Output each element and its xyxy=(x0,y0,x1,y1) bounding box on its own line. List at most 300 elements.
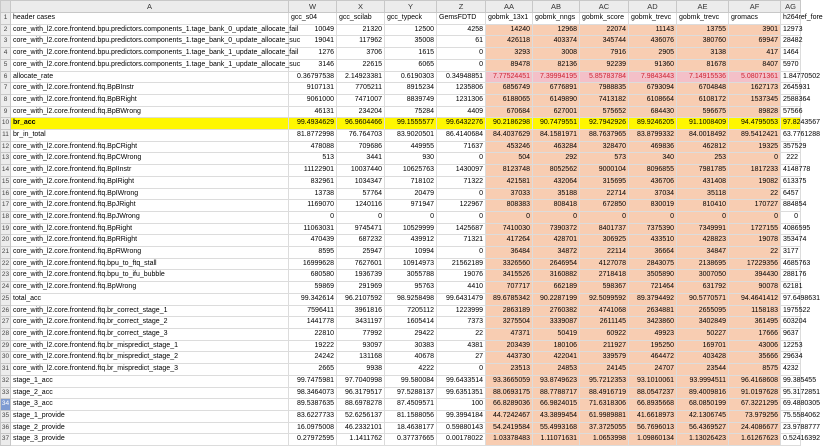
cell-ac[interactable]: 92.5099592 xyxy=(580,293,629,305)
cell-aa[interactable]: 8123748 xyxy=(486,165,533,177)
cell-ae[interactable]: 428823 xyxy=(677,235,729,247)
cell-a[interactable]: core_with_l2.core.frontend.ftq.BpJRight xyxy=(11,200,289,212)
cell-a[interactable]: core_with_l2.core.frontend.ftq.BpBWrong xyxy=(11,106,289,118)
cell-af[interactable]: 8575 xyxy=(729,364,781,376)
cell-y[interactable]: 99.580084 xyxy=(385,375,437,387)
cell-x[interactable]: 7471007 xyxy=(337,94,385,106)
cell-x[interactable]: 52.6256137 xyxy=(337,410,385,422)
cell-ag[interactable]: 75.5584062 xyxy=(781,410,801,422)
cell-aa[interactable]: 7410030 xyxy=(486,223,533,235)
cell-ae[interactable]: 2655095 xyxy=(677,305,729,317)
cell-ad[interactable]: 89.3794492 xyxy=(629,293,677,305)
cell-z[interactable]: 99.6431479 xyxy=(437,293,486,305)
cell-a[interactable]: stage_1_provide xyxy=(11,410,289,422)
cell-z[interactable]: 1223999 xyxy=(437,305,486,317)
cell-ag[interactable]: 57566 xyxy=(781,106,801,118)
cell-af[interactable]: gromacs xyxy=(729,13,781,25)
column-header-a[interactable]: A xyxy=(11,1,289,13)
cell-ag[interactable]: 62181 xyxy=(781,282,801,294)
row-number[interactable]: 27 xyxy=(1,317,11,329)
cell-ac[interactable]: 24145 xyxy=(580,364,629,376)
cell-a[interactable]: core_with_l2.core.frontend.ftq.BpRRight xyxy=(11,235,289,247)
cell-ab[interactable]: 6149890 xyxy=(533,94,580,106)
cell-ac[interactable]: 60922 xyxy=(580,328,629,340)
cell-ac[interactable]: 575652 xyxy=(580,106,629,118)
cell-ag[interactable]: 0.52416392 xyxy=(781,434,801,446)
select-all-corner[interactable] xyxy=(1,1,11,13)
cell-w[interactable]: 11122901 xyxy=(289,165,337,177)
cell-y[interactable]: 8915234 xyxy=(385,83,437,95)
cell-ab[interactable]: 34872 xyxy=(533,247,580,259)
cell-af[interactable]: 91.0197628 xyxy=(729,387,781,399)
cell-w[interactable]: 0 xyxy=(289,211,337,223)
row-number[interactable]: 37 xyxy=(1,434,11,446)
cell-ab[interactable]: 2760382 xyxy=(533,305,580,317)
cell-x[interactable]: 96.2107592 xyxy=(337,293,385,305)
cell-aa[interactable]: 84.4037629 xyxy=(486,130,533,142)
cell-a[interactable]: core_with_l2.core.frontend.ftq.BpRight xyxy=(11,223,289,235)
cell-x[interactable]: 0 xyxy=(337,211,385,223)
cell-af[interactable]: 90078 xyxy=(729,282,781,294)
cell-af[interactable]: 170727 xyxy=(729,200,781,212)
cell-w[interactable]: 59869 xyxy=(289,282,337,294)
cell-z[interactable]: 0 xyxy=(437,48,486,60)
cell-ad[interactable]: 89.9246205 xyxy=(629,118,677,130)
cell-af[interactable]: 22 xyxy=(729,188,781,200)
cell-ab[interactable]: 82136 xyxy=(533,59,580,71)
cell-ag[interactable]: 4148778 xyxy=(781,165,801,177)
cell-x[interactable]: 1034347 xyxy=(337,176,385,188)
cell-ag[interactable]: 288176 xyxy=(781,270,801,282)
cell-ad[interactable]: 91360 xyxy=(629,59,677,71)
cell-ad[interactable]: 24707 xyxy=(629,364,677,376)
cell-af[interactable]: 94.4641412 xyxy=(729,293,781,305)
cell-z[interactable]: 0 xyxy=(437,153,486,165)
cell-ae[interactable]: 3007050 xyxy=(677,270,729,282)
cell-z[interactable]: 99.6432276 xyxy=(437,118,486,130)
cell-af[interactable]: 1727155 xyxy=(729,223,781,235)
cell-w[interactable]: 478088 xyxy=(289,141,337,153)
cell-ae[interactable]: 0 xyxy=(677,211,729,223)
cell-af[interactable]: 8407 xyxy=(729,59,781,71)
cell-ae[interactable]: 42.1306745 xyxy=(677,410,729,422)
cell-ac[interactable]: 95.7212353 xyxy=(580,375,629,387)
cell-ad[interactable]: 830019 xyxy=(629,200,677,212)
cell-ab[interactable]: 180106 xyxy=(533,340,580,352)
cell-ae[interactable]: 34847 xyxy=(677,247,729,259)
cell-a[interactable]: header cases xyxy=(11,13,289,25)
cell-a[interactable]: allocate_rate xyxy=(11,71,289,83)
column-header-ac[interactable]: AC xyxy=(580,1,629,13)
cell-ae[interactable]: 462812 xyxy=(677,141,729,153)
cell-x[interactable]: 88.6978278 xyxy=(337,399,385,411)
cell-ad[interactable]: 340 xyxy=(629,153,677,165)
cell-ad[interactable]: 37034 xyxy=(629,188,677,200)
row-number[interactable]: 24 xyxy=(1,282,11,294)
cell-aa[interactable]: 66.8289036 xyxy=(486,399,533,411)
cell-z[interactable]: 7373 xyxy=(437,317,486,329)
cell-ac[interactable]: 5.85783784 xyxy=(580,71,629,83)
cell-af[interactable]: 73.979256 xyxy=(729,410,781,422)
row-number[interactable]: 23 xyxy=(1,270,11,282)
cell-af[interactable]: 24.4086677 xyxy=(729,422,781,434)
row-number[interactable]: 26 xyxy=(1,305,11,317)
cell-y[interactable]: 18.4638177 xyxy=(385,422,437,434)
row-number[interactable]: 1 xyxy=(1,13,11,25)
cell-w[interactable]: 81.8772998 xyxy=(289,130,337,142)
cell-ag[interactable]: h264ref_fore xyxy=(781,13,801,25)
cell-af[interactable]: 96.4168608 xyxy=(729,375,781,387)
column-header-z[interactable]: Z xyxy=(437,1,486,13)
cell-z[interactable]: 19076 xyxy=(437,270,486,282)
cell-aa[interactable]: 707717 xyxy=(486,282,533,294)
cell-y[interactable]: 439912 xyxy=(385,235,437,247)
cell-x[interactable]: gcc_scilab xyxy=(337,13,385,25)
cell-x[interactable]: 7705211 xyxy=(337,83,385,95)
cell-a[interactable]: core_with_l2.core.frontend.ftq.br_mispredict_stage_2 xyxy=(11,352,289,364)
row-number[interactable]: 12 xyxy=(1,141,11,153)
cell-ac[interactable]: 315695 xyxy=(580,176,629,188)
cell-w[interactable]: 22810 xyxy=(289,328,337,340)
cell-ac[interactable]: 88.7637965 xyxy=(580,130,629,142)
cell-z[interactable]: 4258 xyxy=(437,24,486,36)
cell-ac[interactable]: 22114 xyxy=(580,247,629,259)
cell-aa[interactable]: 89.6785342 xyxy=(486,293,533,305)
cell-ad[interactable]: 49923 xyxy=(629,328,677,340)
cell-a[interactable]: core_with_l2.core.frontend.ftq.BpJWrong xyxy=(11,211,289,223)
cell-x[interactable]: 57764 xyxy=(337,188,385,200)
cell-ac[interactable]: 2611145 xyxy=(580,317,629,329)
cell-z[interactable]: 99.6351351 xyxy=(437,387,486,399)
cell-w[interactable]: 46131 xyxy=(289,106,337,118)
cell-af[interactable]: 1158183 xyxy=(729,305,781,317)
cell-af[interactable]: 1.61267623 xyxy=(729,434,781,446)
cell-ag[interactable]: 5970 xyxy=(781,59,801,71)
column-header-aa[interactable]: AA xyxy=(486,1,533,13)
cell-ag[interactable]: 12253 xyxy=(781,340,801,352)
cell-y[interactable]: 449955 xyxy=(385,141,437,153)
row-number[interactable]: 20 xyxy=(1,235,11,247)
cell-ag[interactable]: 69.4880305 xyxy=(781,399,801,411)
cell-ag[interactable]: 95.3172851 xyxy=(781,387,801,399)
cell-ad[interactable]: 66.8935668 xyxy=(629,399,677,411)
cell-ac[interactable]: 71.6318306 xyxy=(580,399,629,411)
cell-w[interactable]: 98.3464073 xyxy=(289,387,337,399)
cell-w[interactable]: 3146 xyxy=(289,59,337,71)
cell-af[interactable]: 1537345 xyxy=(729,94,781,106)
cell-ad[interactable]: 93.1010061 xyxy=(629,375,677,387)
cell-y[interactable]: 10994 xyxy=(385,247,437,259)
cell-w[interactable]: 24242 xyxy=(289,352,337,364)
cell-z[interactable]: 0.00178022 xyxy=(437,434,486,446)
cell-x[interactable]: 96.3179517 xyxy=(337,387,385,399)
row-number[interactable]: 32 xyxy=(1,375,11,387)
cell-y[interactable]: 10914973 xyxy=(385,258,437,270)
cell-aa[interactable]: 37033 xyxy=(486,188,533,200)
cell-ab[interactable]: 12968 xyxy=(533,24,580,36)
cell-af[interactable]: 22 xyxy=(729,247,781,259)
cell-ac[interactable]: 2718418 xyxy=(580,270,629,282)
cell-aa[interactable]: 88.0693175 xyxy=(486,387,533,399)
cell-ag[interactable]: 884854 xyxy=(781,200,801,212)
cell-z[interactable]: GemsFDTD xyxy=(437,13,486,25)
cell-x[interactable]: 77992 xyxy=(337,328,385,340)
cell-ad[interactable]: 7375390 xyxy=(629,223,677,235)
cell-af[interactable]: 417 xyxy=(729,48,781,60)
cell-aa[interactable]: 2863189 xyxy=(486,305,533,317)
cell-aa[interactable]: 426118 xyxy=(486,36,533,48)
cell-ab[interactable]: 55.4993168 xyxy=(533,422,580,434)
cell-ac[interactable]: 61.9989881 xyxy=(580,410,629,422)
cell-af[interactable]: 19082 xyxy=(729,176,781,188)
cell-af[interactable]: 17229356 xyxy=(729,258,781,270)
cell-ab[interactable]: 428701 xyxy=(533,235,580,247)
row-number[interactable]: 35 xyxy=(1,410,11,422)
cell-ae[interactable]: 23544 xyxy=(677,364,729,376)
cell-ab[interactable]: 463284 xyxy=(533,141,580,153)
cell-ag[interactable]: 99.385455 xyxy=(781,375,801,387)
cell-x[interactable]: 2.14923381 xyxy=(337,71,385,83)
cell-x[interactable]: 1.1411762 xyxy=(337,434,385,446)
cell-aa[interactable]: 504 xyxy=(486,153,533,165)
row-number[interactable]: 13 xyxy=(1,153,11,165)
row-number[interactable]: 8 xyxy=(1,94,11,106)
cell-w[interactable]: 2665 xyxy=(289,364,337,376)
cell-ae[interactable]: 253 xyxy=(677,153,729,165)
cell-w[interactable]: 89.5387635 xyxy=(289,399,337,411)
cell-ag[interactable]: 2645931 xyxy=(781,83,801,95)
cell-ag[interactable]: 357529 xyxy=(781,141,801,153)
cell-ac[interactable]: 211927 xyxy=(580,340,629,352)
cell-af[interactable]: 361495 xyxy=(729,317,781,329)
cell-ab[interactable]: 7.39994195 xyxy=(533,71,580,83)
cell-aa[interactable]: 36484 xyxy=(486,247,533,259)
cell-ac[interactable]: 4741068 xyxy=(580,305,629,317)
cell-aa[interactable]: 23513 xyxy=(486,364,533,376)
cell-w[interactable]: 1169070 xyxy=(289,200,337,212)
row-number[interactable]: 36 xyxy=(1,422,11,434)
cell-y[interactable]: 35008 xyxy=(385,36,437,48)
cell-ae[interactable]: 810410 xyxy=(677,200,729,212)
cell-ag[interactable]: 1464 xyxy=(781,48,801,60)
cell-aa[interactable]: 47371 xyxy=(486,328,533,340)
cell-y[interactable]: 30383 xyxy=(385,340,437,352)
cell-ac[interactable]: 22714 xyxy=(580,188,629,200)
cell-w[interactable]: 11063031 xyxy=(289,223,337,235)
cell-ad[interactable]: 684430 xyxy=(629,106,677,118)
cell-ag[interactable]: 4086595 xyxy=(781,223,801,235)
cell-ad[interactable]: 36664 xyxy=(629,247,677,259)
cell-ab[interactable]: 6776891 xyxy=(533,83,580,95)
row-number[interactable]: 15 xyxy=(1,176,11,188)
row-number[interactable]: 9 xyxy=(1,106,11,118)
cell-ae[interactable]: 50227 xyxy=(677,328,729,340)
cell-z[interactable]: 61 xyxy=(437,36,486,48)
cell-x[interactable]: 3431197 xyxy=(337,317,385,329)
cell-y[interactable]: 87.4509571 xyxy=(385,399,437,411)
cell-a[interactable]: stage_3_acc xyxy=(11,399,289,411)
cell-af[interactable]: 394430 xyxy=(729,270,781,282)
cell-aa[interactable]: gobmk_13x1 xyxy=(486,13,533,25)
cell-aa[interactable]: 1.03378483 xyxy=(486,434,533,446)
cell-z[interactable]: 0 xyxy=(437,59,486,71)
cell-aa[interactable]: 93.3665059 xyxy=(486,375,533,387)
cell-w[interactable]: 99.7475981 xyxy=(289,375,337,387)
row-number[interactable]: 3 xyxy=(1,36,11,48)
cell-a[interactable]: core_with_l2.core.frontend.ftq.BpBRight xyxy=(11,94,289,106)
cell-ae[interactable]: 7.14915536 xyxy=(677,71,729,83)
cell-ae[interactable]: 380760 xyxy=(677,36,729,48)
cell-ae[interactable]: 35118 xyxy=(677,188,729,200)
cell-ad[interactable]: 2905 xyxy=(629,48,677,60)
cell-ae[interactable]: 169701 xyxy=(677,340,729,352)
cell-a[interactable]: core_with_l2.core.frontend.ftq.BpBInstr xyxy=(11,83,289,95)
cell-a[interactable]: br_acc xyxy=(11,118,289,130)
cell-z[interactable]: 27 xyxy=(437,352,486,364)
cell-a[interactable]: core_with_l2.core.frontend.ftq.br_correct_stage_2 xyxy=(11,317,289,329)
cell-z[interactable]: 71322 xyxy=(437,176,486,188)
cell-af[interactable]: 5.08071361 xyxy=(729,71,781,83)
cell-a[interactable]: core_with_l2.core.frontend.bpu.predictors.components_1.tage_bank_1_update_allocate_fail xyxy=(11,48,289,60)
cell-ae[interactable]: 6704848 xyxy=(677,83,729,95)
cell-aa[interactable]: 421581 xyxy=(486,176,533,188)
cell-ac[interactable]: 88.4916719 xyxy=(580,387,629,399)
cell-af[interactable]: 35666 xyxy=(729,352,781,364)
cell-x[interactable]: 7627601 xyxy=(337,258,385,270)
cell-y[interactable]: 10625763 xyxy=(385,165,437,177)
cell-ag[interactable]: 97.6498631 xyxy=(781,293,801,305)
cell-af[interactable]: 1627173 xyxy=(729,83,781,95)
cell-ab[interactable]: 627001 xyxy=(533,106,580,118)
cell-w[interactable]: 9107131 xyxy=(289,83,337,95)
cell-w[interactable]: 832961 xyxy=(289,176,337,188)
cell-w[interactable]: gcc_s04 xyxy=(289,13,337,25)
row-number[interactable]: 33 xyxy=(1,387,11,399)
row-number[interactable]: 31 xyxy=(1,364,11,376)
cell-ac[interactable]: 1.0653998 xyxy=(580,434,629,446)
cell-ag[interactable]: 28482 xyxy=(781,36,801,48)
cell-ab[interactable]: 3008 xyxy=(533,48,580,60)
cell-ab[interactable]: 422041 xyxy=(533,352,580,364)
cell-af[interactable]: 0 xyxy=(729,211,781,223)
cell-z[interactable]: 4381 xyxy=(437,340,486,352)
cell-y[interactable]: 75284 xyxy=(385,106,437,118)
cell-y[interactable]: 3055788 xyxy=(385,270,437,282)
cell-ad[interactable]: 436076 xyxy=(629,36,677,48)
cell-af[interactable]: 69947 xyxy=(729,36,781,48)
cell-aa[interactable]: 670684 xyxy=(486,106,533,118)
column-header-ab[interactable]: AB xyxy=(533,1,580,13)
cell-ag[interactable]: 29634 xyxy=(781,352,801,364)
cell-aa[interactable]: 90.2186298 xyxy=(486,118,533,130)
cell-y[interactable]: 1605414 xyxy=(385,317,437,329)
cell-aa[interactable]: 3415526 xyxy=(486,270,533,282)
cell-ac[interactable]: 339579 xyxy=(580,352,629,364)
column-header-af[interactable]: AF xyxy=(729,1,781,13)
cell-z[interactable]: 71637 xyxy=(437,141,486,153)
cell-w[interactable]: 99.4934629 xyxy=(289,118,337,130)
cell-y[interactable]: 10529999 xyxy=(385,223,437,235)
cell-z[interactable]: 1235806 xyxy=(437,83,486,95)
cell-af[interactable]: 0 xyxy=(729,153,781,165)
cell-z[interactable]: 99.6433514 xyxy=(437,375,486,387)
cell-x[interactable]: 97.7040998 xyxy=(337,375,385,387)
cell-ae[interactable]: 3402849 xyxy=(677,317,729,329)
cell-ag[interactable]: 4232 xyxy=(781,364,801,376)
cell-af[interactable]: 67.3221295 xyxy=(729,399,781,411)
cell-a[interactable]: core_with_l2.core.frontend.ftq.BpIWrong xyxy=(11,188,289,200)
cell-aa[interactable]: 6188065 xyxy=(486,94,533,106)
cell-x[interactable]: 131168 xyxy=(337,352,385,364)
column-header-x[interactable]: X xyxy=(337,1,385,13)
cell-x[interactable]: 21320 xyxy=(337,24,385,36)
cell-z[interactable]: 1231306 xyxy=(437,94,486,106)
cell-aa[interactable]: 453246 xyxy=(486,141,533,153)
cell-y[interactable]: 1615 xyxy=(385,48,437,60)
cell-ag[interactable]: 1.84770502 xyxy=(781,71,801,83)
cell-z[interactable]: 100 xyxy=(437,399,486,411)
row-number[interactable]: 22 xyxy=(1,258,11,270)
cell-a[interactable]: total_acc xyxy=(11,293,289,305)
cell-ad[interactable]: 11143 xyxy=(629,24,677,36)
cell-w[interactable]: 0.36797538 xyxy=(289,71,337,83)
cell-ag[interactable]: 9637 xyxy=(781,328,801,340)
cell-y[interactable]: 8839749 xyxy=(385,94,437,106)
row-number[interactable]: 17 xyxy=(1,200,11,212)
cell-y[interactable]: 0.37737665 xyxy=(385,434,437,446)
cell-af[interactable]: 19325 xyxy=(729,141,781,153)
cell-z[interactable]: 4409 xyxy=(437,106,486,118)
cell-z[interactable]: 0 xyxy=(437,188,486,200)
cell-z[interactable]: 71321 xyxy=(437,235,486,247)
cell-ab[interactable]: 24853 xyxy=(533,364,580,376)
cell-af[interactable]: 89828 xyxy=(729,106,781,118)
cell-ad[interactable]: 83.8799332 xyxy=(629,130,677,142)
cell-w[interactable]: 16.0975008 xyxy=(289,422,337,434)
cell-ag[interactable]: 63.7761288 xyxy=(781,130,801,142)
cell-x[interactable]: 22615 xyxy=(337,59,385,71)
cell-ae[interactable]: 91.1008409 xyxy=(677,118,729,130)
cell-ab[interactable]: 93.8749623 xyxy=(533,375,580,387)
cell-ad[interactable]: 7.9843443 xyxy=(629,71,677,83)
cell-a[interactable]: core_with_l2.core.frontend.ftq.br_correct_stage_3 xyxy=(11,328,289,340)
cell-w[interactable]: 19041 xyxy=(289,36,337,48)
cell-y[interactable]: 718102 xyxy=(385,176,437,188)
cell-y[interactable]: 0 xyxy=(385,211,437,223)
cell-ae[interactable]: 3138 xyxy=(677,48,729,60)
cell-af[interactable]: 1817233 xyxy=(729,165,781,177)
cell-aa[interactable]: 3275504 xyxy=(486,317,533,329)
cell-z[interactable]: 0 xyxy=(437,211,486,223)
cell-ae[interactable]: 90.5770571 xyxy=(677,293,729,305)
cell-z[interactable]: 0 xyxy=(437,247,486,259)
cell-a[interactable]: core_with_l2.core.frontend.ftq.BpWrong xyxy=(11,282,289,294)
cell-ab[interactable]: gobmk_nngs xyxy=(533,13,580,25)
cell-a[interactable]: core_with_l2.core.frontend.ftq.br_correct_stage_1 xyxy=(11,305,289,317)
cell-ab[interactable]: 35188 xyxy=(533,188,580,200)
cell-y[interactable]: 12500 xyxy=(385,24,437,36)
cell-ab[interactable]: 66.9824015 xyxy=(533,399,580,411)
cell-ad[interactable]: 8096855 xyxy=(629,165,677,177)
cell-w[interactable]: 19222 xyxy=(289,340,337,352)
cell-ab[interactable]: 50419 xyxy=(533,328,580,340)
cell-x[interactable]: 3441 xyxy=(337,153,385,165)
cell-ac[interactable]: 672850 xyxy=(580,200,629,212)
cell-ae[interactable]: 68.0850199 xyxy=(677,399,729,411)
cell-z[interactable]: 22 xyxy=(437,328,486,340)
cell-z[interactable]: 0.34948851 xyxy=(437,71,486,83)
cell-ae[interactable]: 84.0018492 xyxy=(677,130,729,142)
